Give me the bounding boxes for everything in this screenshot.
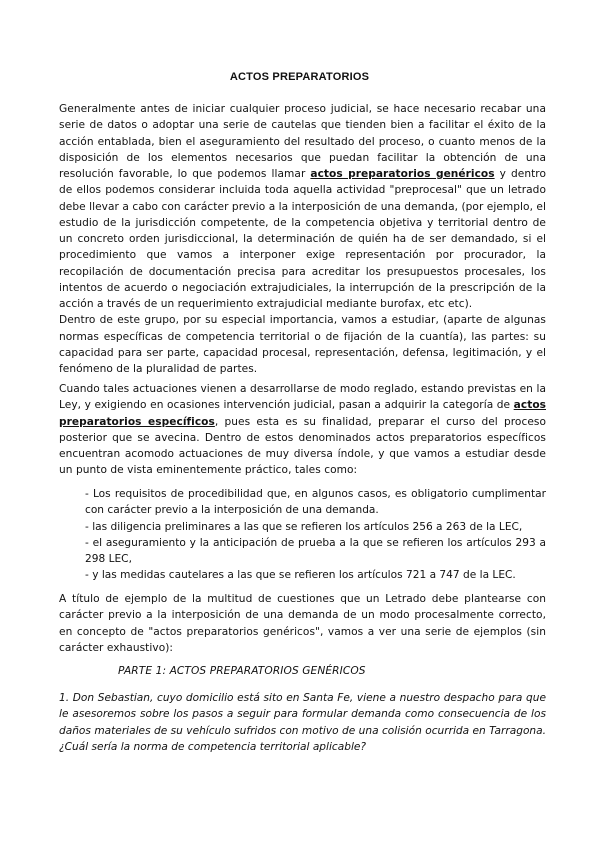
paragraph-2-text: Dentro de este grupo, por su especial importancia, vamos a estudiar, (aparte de algunas normas específicas de competencia territorial o de fijación de la cuantía), las partes: su capacidad para ser parte, capacidad procesal, representación, defensa, legitimación, y el fenómeno de la pluralidad de partes. xyxy=(59,314,546,375)
list-item: - Los requisitos de procedibilidad que, en algunos casos, es obligatorio cumplimentar con carácter previo a la interposición de una demanda. xyxy=(85,488,546,517)
list-item: - y las medidas cautelares a las que se refieren los artículos 721 a 747 de la LEC. xyxy=(85,569,516,582)
specific-acts-term: actos preparatorios específicos xyxy=(59,399,546,428)
intro-section xyxy=(59,101,546,377)
generic-acts-term: actos preparatorios genéricos xyxy=(310,168,495,180)
paragraph-examples-intro: A título de ejemplo de la multitud de cuestiones que un Letrado debe plantearse con carácter previo a la interposición de una demanda de un modo procesalmente correcto, en concepto de "actos preparatorios genéricos", vamos a ver una serie de ejemplos (sin carácter exhaustivo): xyxy=(59,593,546,654)
list-item: - las diligencia preliminares a las que se refieren los artículos 256 a 263 de la LEC, xyxy=(85,520,523,533)
specific-acts-list xyxy=(85,486,546,584)
document-title: ACTOS PREPARATORIOS xyxy=(229,71,370,83)
list-item: - el aseguramiento y la anticipación de prueba a la que se refieren los artículos 293 a 298 LEC, xyxy=(85,536,546,565)
paragraph-3-continuation: , pues esta es su finalidad, preparar el curso del proceso posterior que se avecina. Dentro de estos denominados actos preparatorios específicos encuentran acomodo actuaciones de muy diversa índole, y que vamos a estudiar desde un punto de vista eminentemente práctico, tales como: xyxy=(59,415,546,477)
part-heading: PARTE 1: ACTOS PREPARATORIOS GENÉRICOS xyxy=(118,665,366,677)
paragraph-1-continuation: y dentro de ellos podemos considerar incluida toda aquella actividad "preprocesal" que un letrado debe llevar a cabo con carácter previo a la interposición de una demanda, (por ejemplo, el estudio de la jurisdicción competente, de la competencia objetiva y territorial dentro de un concreto orden jurisdiccional, la determinación de quién ha de ser demandado, si el procedimiento que vamos a interponer exige representación por procurador, la recopilación de documentación precisa para acreditar los presupuestos procesales, los intentos de acuerdo o negociación extrajudiciales, la interrupción de la prescripción de la acción a través de un requerimiento extrajudicial mediante burofax, etc etc). xyxy=(59,168,546,310)
case-1-text: 1. Don Sebastian, cuyo domicilio está sito en Santa Fe, viene a nuestro despacho para que le asesoremos sobre los pasos a seguir para formular demanda como consecuencia de los daños materiales de su vehículo sufridos con motivo de una colisión ocurrida en Tarragona. ¿Cuál sería la norma de competencia territorial aplicable? xyxy=(59,692,546,753)
paragraph-3 xyxy=(59,381,546,479)
paragraph-3-text: Cuando tales actuaciones vienen a desarrollarse de modo reglado, estando previstas en la Ley, y exigiendo en ocasiones intervención judicial, pasan a adquirir la categoría de xyxy=(59,383,546,412)
paragraph-1-text: Generalmente antes de iniciar cualquier proceso judicial, se hace necesario recabar una serie de datos o adoptar una serie de cautelas que tienden bien a facilitar el éxito de la acción entablada, bien el aseguramiento del resultado del proceso, o cuanto menos de la disposición de los elementos necesarios que puedan facilitar la obtención de una resolución favorable, lo que podemos llamar xyxy=(59,103,546,180)
